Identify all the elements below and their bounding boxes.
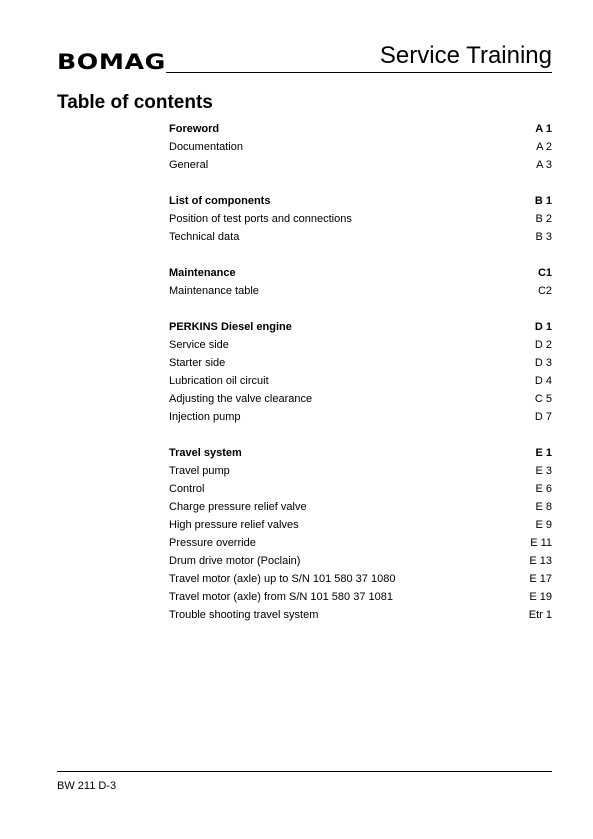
toc-entry-page: C2: [537, 285, 552, 297]
toc-entry: [169, 498, 552, 516]
toc-entry: [169, 480, 552, 498]
toc-section-heading: [169, 192, 552, 210]
toc-entry-page: E 8: [535, 501, 552, 513]
toc-entry: [169, 354, 552, 372]
toc-section: [169, 264, 552, 300]
toc-entry-label: Foreword: [169, 123, 220, 135]
toc-entry: [169, 336, 552, 354]
toc-entry: [169, 462, 552, 480]
toc-entry: [169, 516, 552, 534]
toc-entry-page: B 1: [534, 195, 552, 207]
document-title: Service Training: [379, 42, 552, 69]
toc-entry-label: Lubrication oil circuit: [169, 375, 269, 387]
toc-entry: [169, 228, 552, 246]
toc-entry: [169, 390, 552, 408]
toc-section-heading: [169, 444, 552, 462]
toc-entry-label: List of components: [169, 195, 271, 207]
toc-entry-label: Travel motor (axle) from S/N 101 580 37 1081: [169, 591, 393, 603]
toc-section-heading: [169, 120, 552, 138]
toc-entry-label: Travel motor (axle) up to S/N 101 580 37 1080: [169, 573, 396, 585]
toc-entry-label: Position of test ports and connections: [169, 213, 352, 225]
toc-entry: [169, 588, 552, 606]
toc-entry-label: High pressure relief valves: [169, 519, 299, 531]
toc-entry-page: E 11: [530, 537, 552, 549]
toc-entry-page: E 9: [535, 519, 552, 531]
footer-model-label: BW 211 D-3: [57, 780, 117, 792]
toc-entry: [169, 570, 552, 588]
toc-entry-page: B 3: [535, 231, 552, 243]
brand-logo: BOMAG: [57, 50, 166, 74]
toc-entry-page: C1: [537, 267, 552, 279]
toc-entry-page: Etr 1: [528, 609, 552, 621]
toc-entry-page: A 3: [536, 159, 552, 171]
toc-entry-label: PERKINS Diesel engine: [169, 321, 292, 333]
toc-entry-page: E 17: [529, 573, 552, 585]
toc-section: [169, 192, 552, 246]
toc-entry: [169, 552, 552, 570]
toc-entry-page: D 1: [534, 321, 552, 333]
toc-entry-page: E 19: [529, 591, 552, 603]
footer-divider: [57, 771, 552, 772]
toc-entry: [169, 372, 552, 390]
toc-entry-page: D 3: [534, 357, 552, 369]
toc-entry: [169, 210, 552, 228]
toc-entry-label: Starter side: [169, 357, 226, 369]
toc-entry: [169, 534, 552, 552]
toc-entry: [169, 282, 552, 300]
toc-entry-page: E 3: [535, 465, 552, 477]
toc-entry-label: Injection pump: [169, 411, 241, 423]
toc-entry-label: Maintenance table: [169, 285, 259, 297]
toc-entry-label: Trouble shooting travel system: [169, 609, 319, 621]
toc-entry: [169, 138, 552, 156]
toc-entry-label: Adjusting the valve clearance: [169, 393, 313, 405]
toc-entry-label: Travel system: [169, 447, 242, 459]
toc-entry-label: Control: [169, 483, 205, 495]
toc-entry-label: Drum drive motor (Poclain): [169, 555, 301, 567]
toc-entry-page: D 7: [534, 411, 552, 423]
toc-entry-label: Documentation: [169, 141, 243, 153]
toc-entry-page: D 4: [534, 375, 552, 387]
toc-entry-label: Maintenance: [169, 267, 236, 279]
toc-entry-page: A 1: [535, 123, 552, 135]
toc-entry-label: Service side: [169, 339, 229, 351]
toc-section-heading: [169, 318, 552, 336]
toc-entry-label: Pressure override: [169, 537, 256, 549]
page-heading: Table of contents: [57, 92, 213, 113]
toc-entry-page: A 2: [536, 141, 552, 153]
toc-section: [169, 444, 552, 624]
toc-entry-page: B 2: [535, 213, 552, 225]
header-divider: [166, 72, 552, 73]
toc-section-heading: [169, 264, 552, 282]
toc-entry: [169, 606, 552, 624]
toc-entry-page: C 5: [534, 393, 552, 405]
toc-entry-label: Charge pressure relief valve: [169, 501, 307, 513]
toc-entry-page: E 13: [529, 555, 552, 567]
toc-entry-page: E 6: [535, 483, 552, 495]
toc-section: [169, 318, 552, 426]
toc-entry-page: D 2: [534, 339, 552, 351]
table-of-contents: [169, 120, 552, 642]
toc-entry: [169, 408, 552, 426]
toc-entry-label: Travel pump: [169, 465, 230, 477]
toc-section: [169, 120, 552, 174]
toc-entry-label: Technical data: [169, 231, 240, 243]
toc-entry-page: E 1: [535, 447, 552, 459]
toc-entry-label: General: [169, 159, 209, 171]
toc-entry: [169, 156, 552, 174]
